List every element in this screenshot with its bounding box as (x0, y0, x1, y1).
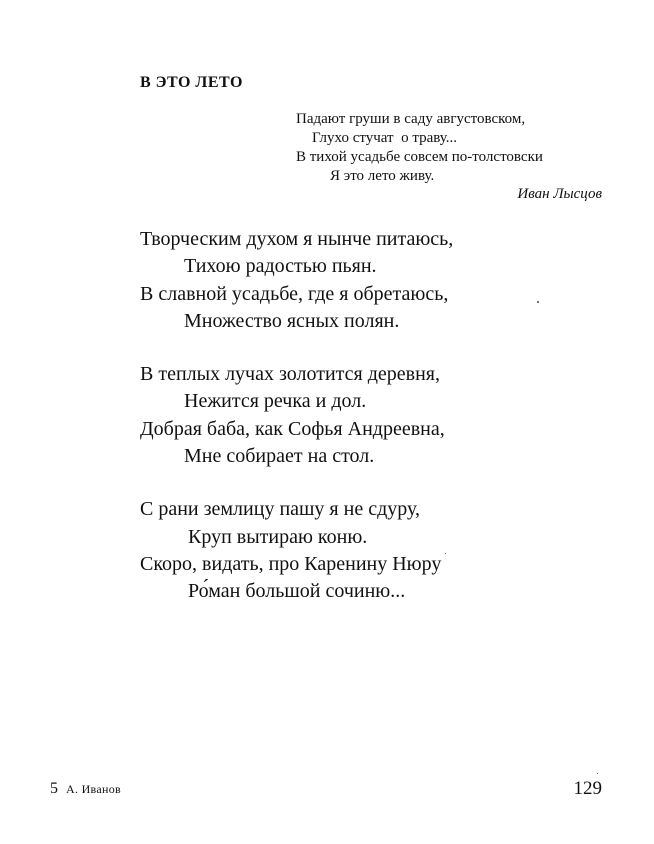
epigraph-line: Глухо стучат о траву... (312, 130, 458, 146)
poem-body (140, 226, 453, 606)
verse-line: Тихою радостью пьян. (184, 255, 377, 278)
verse-line: С рани землицу пашу я не сдуру, (140, 498, 420, 521)
epigraph-line: Я это лето живу. (330, 168, 435, 184)
verse-line: В славной усадьбе, где я обретаюсь, (140, 282, 449, 305)
verse-line: В теплых лучах золотится деревня, (140, 363, 441, 386)
stanza (140, 226, 453, 335)
page-number: 129 (573, 778, 602, 799)
verse-line: Нежится речка и дол. (184, 390, 367, 413)
verse-line: Творческим духом я нынче питаюсь, (140, 228, 454, 250)
epigraph-line: Падают груши в саду августовском, (296, 111, 526, 127)
epigraph (296, 110, 543, 186)
epigraph-author: Иван Лысцов (517, 186, 602, 202)
verse-line: Добрая баба, как Софья Андреевна, (140, 417, 445, 440)
print-speck (597, 773, 598, 774)
verse-line: Множество ясных полян. (184, 309, 400, 332)
print-speck (445, 553, 446, 554)
signature-number: 5 (50, 780, 58, 797)
verse-line: Ро́ман большой сочиню... (188, 580, 406, 603)
poem-title: В ЭТО ЛЕТО (140, 74, 243, 91)
stanza (140, 496, 453, 605)
epigraph-line: В тихой усадьбе совсем по-толстовски (296, 149, 543, 165)
verse-line: Скоро, видать, про Каренину Нюру (140, 552, 442, 575)
printer-signature (50, 780, 121, 798)
verse-line: Круп вытираю коню. (188, 525, 368, 548)
signature-text: А. Иванов (66, 782, 121, 796)
verse-line: Мне собирает на стол. (184, 445, 375, 468)
print-speck (537, 301, 539, 303)
stanza (140, 361, 453, 470)
